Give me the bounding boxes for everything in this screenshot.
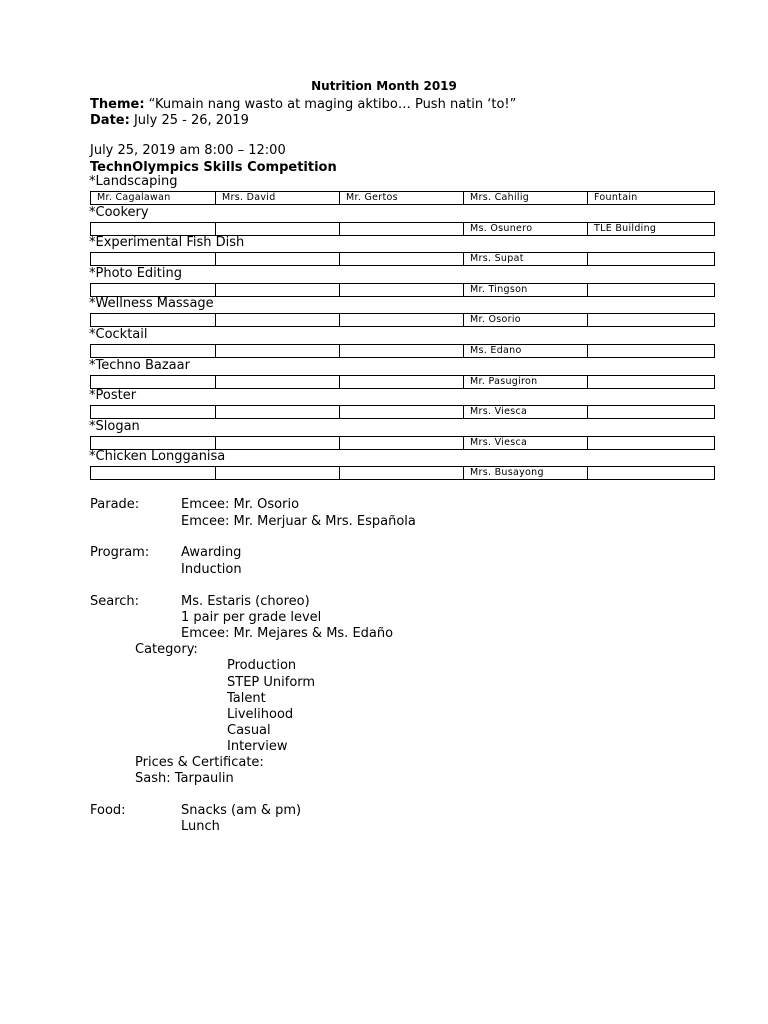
parade-line: Emcee: Mr. Merjuar & Mrs. Española bbox=[181, 514, 416, 529]
category-cell bbox=[588, 253, 715, 266]
category-cell: Mr. Gertos bbox=[340, 192, 464, 205]
category-cell: Ms. Osunero bbox=[464, 222, 588, 235]
category-row bbox=[90, 252, 715, 266]
category-cell bbox=[91, 222, 216, 235]
category-cell bbox=[588, 436, 715, 449]
category-row bbox=[90, 405, 715, 419]
category-cell bbox=[91, 406, 216, 419]
search-line: Emcee: Mr. Mejares & Ms. Edaño bbox=[181, 626, 394, 641]
parade-line: Emcee: Mr. Osorio bbox=[181, 497, 300, 512]
search-category-item: Interview bbox=[227, 739, 288, 754]
category-cell: Ms. Edano bbox=[464, 345, 588, 358]
search-category-item: Livelihood bbox=[227, 707, 294, 722]
category-cell: Mr. Osorio bbox=[464, 314, 588, 327]
category-label: *Photo Editing bbox=[89, 265, 182, 281]
category-label: *Cocktail bbox=[89, 327, 148, 342]
parade-label: Parade: bbox=[90, 497, 140, 512]
category-cell bbox=[216, 314, 340, 327]
category-cell bbox=[340, 406, 464, 419]
category-row bbox=[90, 344, 715, 358]
food-line: Snacks (am & pm) bbox=[181, 803, 302, 818]
category-label: *Slogan bbox=[89, 418, 140, 434]
search-category-item: STEP Uniform bbox=[227, 675, 316, 690]
search-sash: Sash: Tarpaulin bbox=[135, 771, 234, 786]
search-line: 1 pair per grade level bbox=[181, 610, 322, 625]
category-cell bbox=[216, 345, 340, 358]
category-cell bbox=[91, 436, 216, 449]
category-cell: Mrs. Viesca bbox=[464, 406, 588, 419]
category-cell bbox=[91, 375, 216, 388]
category-cell bbox=[340, 253, 464, 266]
category-cell: TLE Building bbox=[588, 222, 715, 235]
theme-text: “Kumain nang wasto at maging aktibo… Push natin ‘to!” bbox=[148, 97, 517, 112]
category-cell: Mrs. Supat bbox=[464, 253, 588, 266]
category-cell bbox=[340, 222, 464, 235]
search-line: Ms. Estaris (choreo) bbox=[181, 594, 310, 609]
category-cell bbox=[216, 436, 340, 449]
category-cell bbox=[340, 314, 464, 327]
category-cell: Fountain bbox=[588, 192, 715, 205]
program-line: Awarding bbox=[181, 545, 242, 560]
category-cell: Mrs. Viesca bbox=[464, 436, 588, 449]
category-cell bbox=[216, 253, 340, 266]
category-cell bbox=[216, 375, 340, 388]
category-cell: Mrs. David bbox=[216, 192, 340, 205]
category-cell bbox=[216, 222, 340, 235]
category-label: *Chicken Longganisa bbox=[89, 449, 226, 465]
category-label: *Landscaping bbox=[89, 174, 178, 189]
schedule-line: July 25, 2019 am 8:00 – 12:00 bbox=[90, 143, 286, 158]
category-cell bbox=[588, 283, 715, 296]
search-label: Search: bbox=[90, 594, 140, 609]
category-label: *Experimental Fish Dish bbox=[89, 235, 245, 251]
document-title: Nutrition Month 2019 bbox=[311, 79, 457, 93]
search-category-label: Category: bbox=[135, 642, 198, 657]
category-cell bbox=[588, 314, 715, 327]
date-text: July 25 - 26, 2019 bbox=[133, 113, 249, 128]
category-cell bbox=[91, 467, 216, 480]
category-cell: Mr. Cagalawan bbox=[91, 192, 216, 205]
date-label: Date bbox=[90, 113, 125, 128]
category-row bbox=[90, 283, 715, 297]
category-label: *Techno Bazaar bbox=[89, 357, 190, 373]
category-cell bbox=[340, 283, 464, 296]
category-row bbox=[90, 436, 715, 450]
search-category-item: Talent bbox=[227, 691, 266, 706]
category-cell bbox=[91, 253, 216, 266]
category-row bbox=[90, 466, 715, 480]
category-cell bbox=[216, 467, 340, 480]
food-label: Food: bbox=[90, 803, 126, 818]
theme-label: Theme bbox=[90, 97, 140, 112]
category-row bbox=[90, 191, 715, 205]
category-row bbox=[90, 313, 715, 327]
competition-title: TechnOlympics Skills Competition bbox=[90, 160, 337, 175]
category-cell bbox=[340, 467, 464, 480]
category-cell bbox=[340, 375, 464, 388]
category-cell bbox=[91, 314, 216, 327]
program-line: Induction bbox=[181, 562, 242, 577]
category-cell bbox=[91, 283, 216, 296]
category-label: *Poster bbox=[89, 388, 137, 404]
category-cell: Mr. Pasugiron bbox=[464, 375, 588, 388]
program-label: Program: bbox=[90, 545, 150, 560]
category-cell bbox=[588, 467, 715, 480]
search-category-item: Production bbox=[227, 658, 297, 673]
theme-line: Theme: “Kumain nang wasto at maging aktibo… Push natin ‘to!” bbox=[90, 97, 517, 112]
category-label: *Cookery bbox=[89, 204, 149, 220]
category-cell bbox=[91, 345, 216, 358]
category-cell bbox=[216, 406, 340, 419]
search-category-item: Casual bbox=[227, 723, 271, 738]
category-row bbox=[90, 222, 715, 236]
category-cell bbox=[216, 283, 340, 296]
category-cell: Mrs. Cahilig bbox=[464, 192, 588, 205]
search-prices: Prices & Certificate: bbox=[135, 755, 264, 770]
category-cell bbox=[588, 406, 715, 419]
category-cell bbox=[588, 375, 715, 388]
category-cell bbox=[340, 436, 464, 449]
category-cell bbox=[340, 345, 464, 358]
category-label: *Wellness Massage bbox=[89, 296, 214, 312]
category-cell bbox=[588, 345, 715, 358]
category-row bbox=[90, 375, 715, 389]
category-cell: Mrs. Busayong bbox=[464, 467, 588, 480]
date-line: Date: July 25 - 26, 2019 bbox=[90, 113, 249, 128]
category-cell: Mr. Tingson bbox=[464, 283, 588, 296]
food-line: Lunch bbox=[181, 819, 220, 834]
